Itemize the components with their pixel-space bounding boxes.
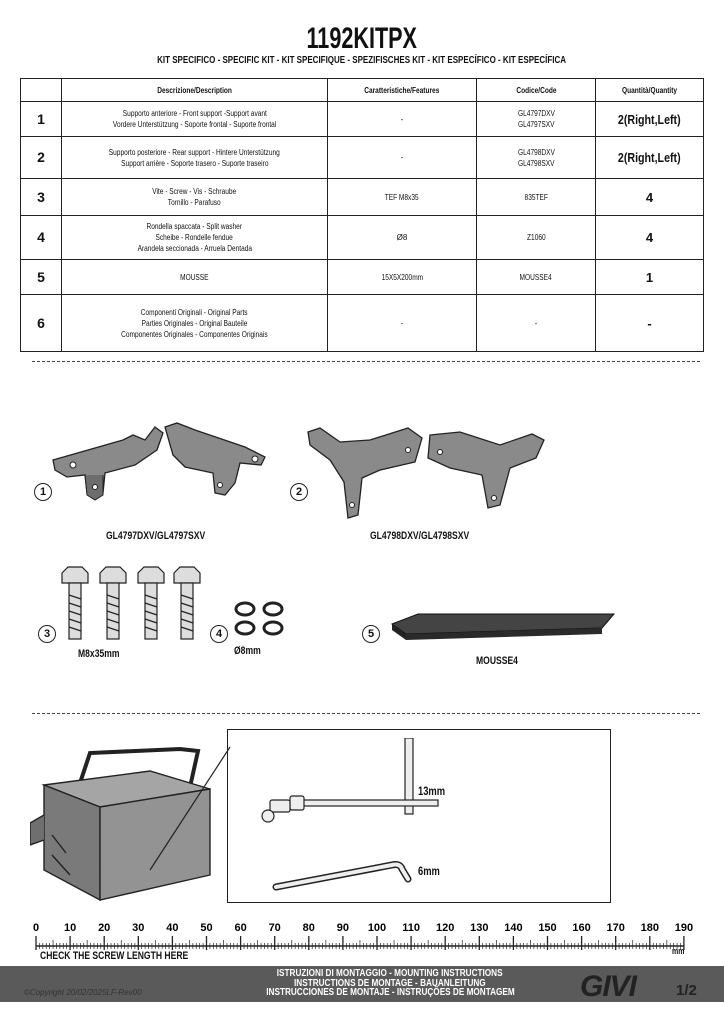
table-row (21, 216, 704, 260)
ruler-tick-label: 0 (32, 922, 40, 934)
table-row (21, 102, 704, 137)
row-number: 3 (21, 179, 62, 216)
ruler-scale (0, 920, 724, 970)
row-quantity: 1 (596, 260, 704, 295)
table-header-row (21, 79, 704, 102)
table-row (21, 260, 704, 295)
table-row (21, 137, 704, 179)
divider-line (32, 361, 700, 362)
row-features: 15X5X200mm (328, 260, 477, 295)
givi-logo: GIVI (580, 970, 637, 1003)
ruler-tick-label: 180 (640, 922, 659, 934)
mousse-illustration (388, 610, 618, 646)
ruler-tick-label: 80 (302, 922, 315, 934)
ruler-tick-label: 90 (336, 922, 350, 934)
row-quantity: 2(Right,Left) (596, 102, 704, 137)
screw-length-ruler (0, 920, 724, 970)
ruler-tick-label: 130 (470, 922, 489, 934)
part-3-badge: 3 (38, 625, 56, 643)
washers-illustration (233, 600, 289, 640)
ruler-tick-label: 20 (98, 922, 111, 934)
part-5-label: MOUSSE4 (476, 655, 518, 667)
ruler-tick-label: 190 (674, 922, 694, 934)
row-code: Z1060 (477, 216, 596, 260)
rear-support-illustration (300, 420, 550, 525)
part-4-label: Ø8mm (234, 645, 261, 657)
parts-table (20, 78, 704, 352)
ruler-tick-label: 50 (200, 922, 213, 934)
allen-key-icon (268, 855, 418, 895)
allen-size-label: 6mm (418, 864, 440, 878)
part-2-badge: 2 (290, 483, 308, 501)
row-features: TEF M8x35 (328, 179, 477, 216)
row-features: Ø8 (328, 216, 477, 260)
header-description: Descrizione/Description (62, 79, 328, 102)
ruler-tick-label: 170 (606, 922, 625, 934)
row-code: GL4798DXV GL4798SXV (477, 137, 596, 179)
screws-illustration (58, 565, 208, 645)
row-description: Supporto anteriore - Front support -Support avant Vordere Unterstützung - Soporte frontal - Suporte frontal (62, 102, 328, 137)
ruler-tick-label: 150 (538, 922, 557, 934)
row-number: 1 (21, 102, 62, 137)
front-support-illustration (45, 415, 275, 525)
row-description: Componenti Originali - Original Parts Parties Originales - Original Bauteile Componentes Originales - Componentes Originais (62, 295, 328, 352)
ruler-tick-label: 30 (132, 922, 145, 934)
footer-instructions: ISTRUZIONI DI MONTAGGIO - MOUNTING INSTRUCTIONS INSTRUCTIONS DE MONTAGE - BAUANLEITUNG INSTRUCCIONES DE MONTAJE - INSTRUÇÕES DE MONTAGEM (265, 968, 515, 998)
socket-wrench-icon (258, 738, 448, 828)
toolbox-icon (30, 745, 240, 910)
header-quantity: Quantità/Quantity (596, 79, 704, 102)
ruler-tick-label: 60 (234, 922, 247, 934)
table-row (21, 179, 704, 216)
wrench-size-label: 13mm (418, 784, 446, 798)
row-number: 2 (21, 137, 62, 179)
ruler-tick-label: 140 (504, 922, 523, 934)
row-quantity: 4 (596, 179, 704, 216)
ruler-tick-label: 70 (268, 922, 281, 934)
row-code: GL4797DXV GL4797SXV (477, 102, 596, 137)
row-number: 4 (21, 216, 62, 260)
row-code: - (477, 295, 596, 352)
header-features: Caratteristiche/Features (328, 79, 477, 102)
ruler-tick-label: 40 (166, 922, 179, 934)
row-description: MOUSSE (62, 260, 328, 295)
row-features: - (328, 102, 477, 137)
row-number: 6 (21, 295, 62, 352)
document-subtitle: KIT SPECIFICO - SPECIFIC KIT - KIT SPECIFIQUE - SPEZIFISCHES KIT - KIT ESPECÍFICO - KIT ESPECÍFICA (157, 55, 567, 66)
row-quantity: 2(Right,Left) (596, 137, 704, 179)
ruler-tick-label: 110 (402, 922, 420, 934)
page-number: 1/2 (676, 982, 697, 999)
part-3-label: M8x35mm (78, 648, 120, 660)
row-code: 835TEF (477, 179, 596, 216)
divider-line (32, 713, 700, 714)
ruler-tick-label: 10 (63, 922, 77, 934)
part-2-label: GL4798DXV/GL4798SXV (370, 530, 470, 542)
part-5-badge: 5 (362, 625, 380, 643)
ruler-tick-label: 120 (436, 922, 455, 934)
ruler-tick-label: 100 (367, 922, 387, 934)
part-1-badge: 1 (34, 483, 52, 501)
document-title: 1192KITPX (306, 22, 418, 55)
copyright-text: ©Copyright 20/02/2025LF-Rev00 (24, 988, 142, 997)
ruler-tick-label: 160 (572, 922, 591, 934)
header-number (21, 79, 62, 102)
table-row (21, 295, 704, 352)
row-description: Vite - Screw - Vis - Schraube Tornillo - Parafuso (62, 179, 328, 216)
row-description: Supporto posteriore - Rear support - Hintere Unterstützung Support arrière - Soporte trasero - Suporte traseiro (62, 137, 328, 179)
row-description: Rondella spaccata - Split washer Scheibe - Rondelle fendue Arandela seccionada - Arruela Dentada (62, 216, 328, 260)
row-features: - (328, 137, 477, 179)
header-code: Codice/Code (477, 79, 596, 102)
tools-panel (227, 729, 611, 903)
row-code: MOUSSE4 (477, 260, 596, 295)
ruler-unit: mm (672, 946, 685, 956)
part-4-badge: 4 (210, 625, 228, 643)
row-quantity: 4 (596, 216, 704, 260)
part-1-label: GL4797DXV/GL4797SXV (106, 530, 206, 542)
row-quantity: - (596, 295, 704, 352)
ruler-caption: CHECK THE SCREW LENGTH HERE (40, 950, 189, 962)
row-number: 5 (21, 260, 62, 295)
row-features: - (328, 295, 477, 352)
